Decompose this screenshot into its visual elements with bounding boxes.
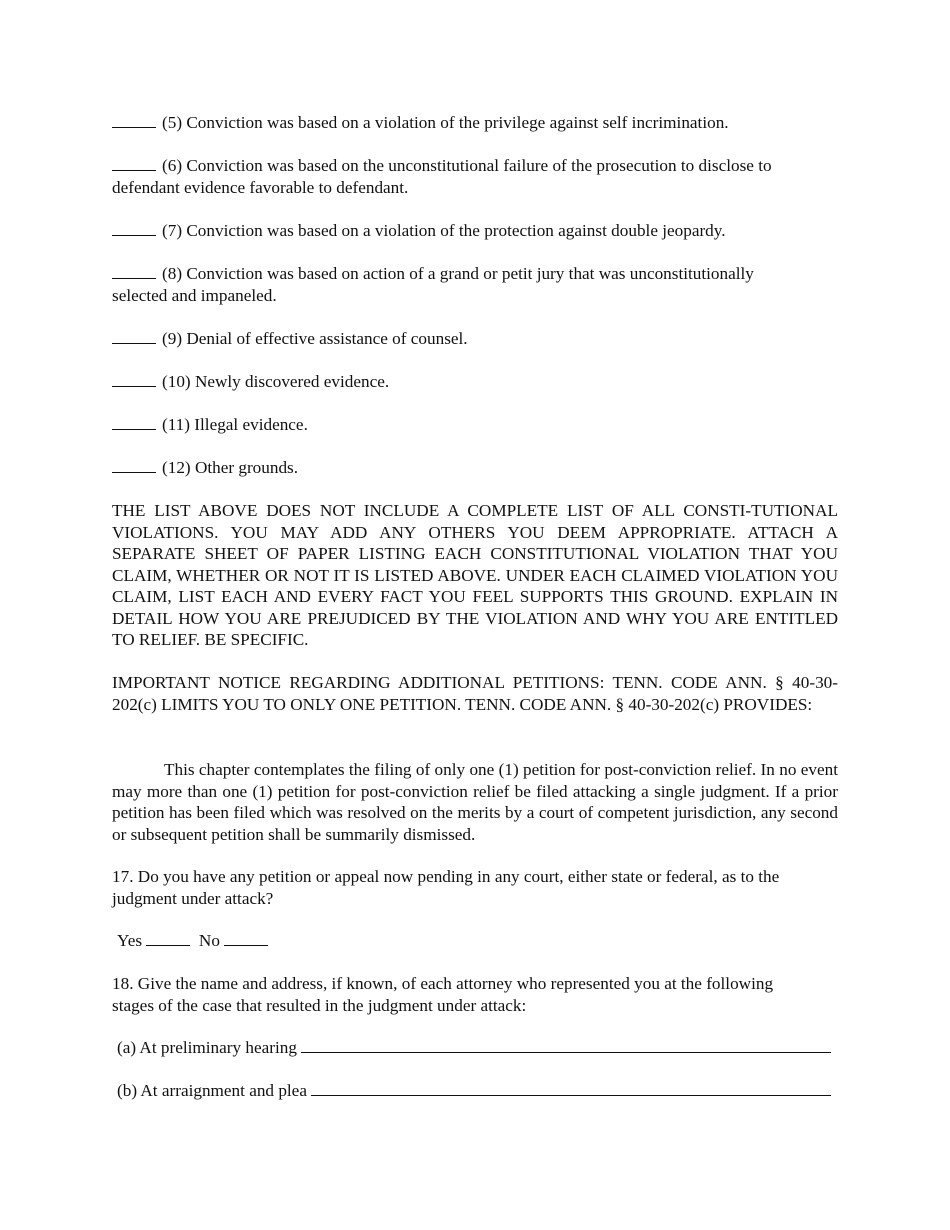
ground-item-9 [112,328,838,350]
checkbox-blank[interactable] [112,371,156,387]
item-text: Conviction was based on action of a grand or petit jury that was unconstitutionally [186,264,754,283]
item-number: (11) [162,415,190,434]
checkbox-blank[interactable] [112,220,156,236]
yes-blank[interactable] [146,930,190,946]
item-number: (9) [162,329,183,348]
item-text: Conviction was based on the unconstitutional failure of the prosecution to disclose to [186,156,772,175]
item-number: (8) [162,264,183,283]
ground-item-6 [112,155,838,198]
item-text: Newly discovered evidence. [194,372,390,391]
no-label: No [198,931,220,950]
item-number: (10) [162,372,191,391]
item-text: Conviction was based on a violation of the privilege against self incrimination. [186,113,729,132]
item-number: (6) [162,156,183,175]
no-blank[interactable] [224,930,268,946]
item-text-continued: selected and impaneled. [112,285,277,305]
item-number: (12) [162,458,191,477]
statute-quote-paragraph: This chapter contemplates the filing of only one (1) petition for post-conviction relief. In no event may more than one (1) petition for post-conviction relief be filed attacking a single judgment. If a prior petition has been filed which was resolved on the merits by a court of competent jurisdiction, any second or subsequent petition shall be summarily dismissed. [112,760,838,844]
arraignment-plea-input-line[interactable] [311,1080,831,1096]
preliminary-hearing-input-line[interactable] [301,1037,831,1053]
item-text: Denial of effective assistance of counsel. [186,329,468,348]
preliminary-hearing-label: (a) At preliminary hearing [117,1038,297,1057]
attorney-preliminary-hearing [117,1037,831,1059]
ground-item-11 [112,414,838,436]
item-text: Illegal evidence. [194,415,308,434]
yes-label: Yes [117,931,143,950]
question-18-line-2: stages of the case that resulted in the judgment under attack: [112,995,527,1015]
checkbox-blank[interactable] [112,414,156,430]
item-number: (5) [162,113,183,132]
checkbox-blank[interactable] [112,328,156,344]
item-text: Other grounds. [194,458,299,477]
checkbox-blank[interactable] [112,263,156,279]
important-notice-paragraph: IMPORTANT NOTICE REGARDING ADDITIONAL PETITIONS: TENN. CODE ANN. § 40-30-202(c) LIMITS YOU TO ONLY ONE PETITION. TENN. CODE ANN. § 40-30-202(c) PROVIDES: [112,673,838,714]
attorney-arraignment-plea [117,1080,831,1102]
checkbox-blank[interactable] [112,457,156,473]
checkbox-blank[interactable] [112,155,156,171]
list-notice-paragraph: THE LIST ABOVE DOES NOT INCLUDE A COMPLETE LIST OF ALL CONSTI-TUTIONAL VIOLATIONS. YOU MAY ADD ANY OTHERS YOU DEEM APPROPRIATE. ATTACH A SEPARATE SHEET OF PAPER LISTING EACH CONSTITUTIONAL VIOLATION THAT YOU CLAIM, WHETHER OR NOT IT IS LISTED ABOVE. UNDER EACH CLAIMED VIOLATION YOU CLAIM, LIST EACH AND EVERY FACT YOU FEEL SUPPORTS THIS GROUND. EXPLAIN IN DETAIL HOW YOU ARE PREJUDICED BY THE VIOLATION AND WHY YOU ARE ENTITLED TO RELIEF. BE SPECIFIC. [112,501,838,649]
ground-item-10 [112,371,838,393]
question-17-line-1: 17. Do you have any petition or appeal now pending in any court, either state or federal, as to the [112,867,780,886]
ground-item-7 [112,220,838,242]
question-17-line-2: judgment under attack? [112,888,274,908]
checkbox-blank[interactable] [112,112,156,128]
question-18-line-1: 18. Give the name and address, if known, of each attorney who represented you at the following [112,974,774,993]
question-17 [112,866,838,909]
ground-item-5 [112,112,838,134]
item-text: Conviction was based on a violation of the protection against double jeopardy. [186,221,726,240]
item-text-continued: defendant evidence favorable to defendant. [112,177,409,197]
ground-item-8 [112,263,838,306]
arraignment-plea-label: (b) At arraignment and plea [117,1081,307,1100]
yes-no-answer [117,930,843,952]
question-18 [112,973,838,1016]
ground-item-12 [112,457,838,479]
item-number: (7) [162,221,183,240]
